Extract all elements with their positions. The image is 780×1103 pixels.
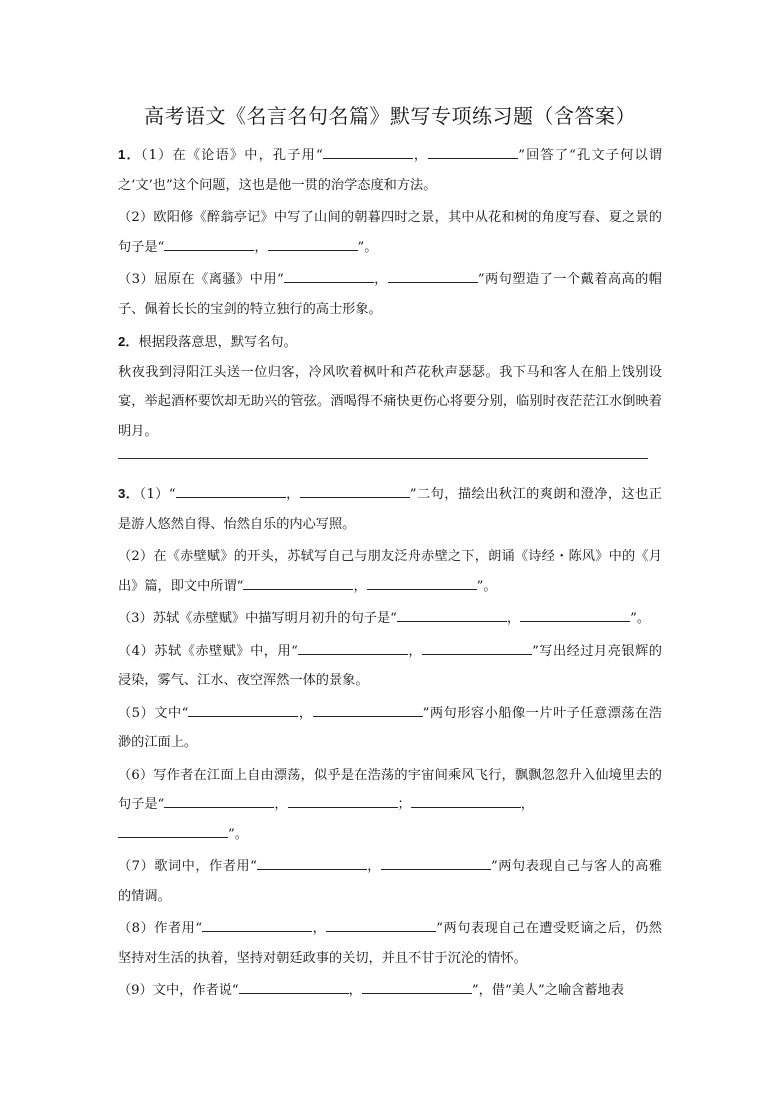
answer-blank[interactable] <box>362 981 472 994</box>
q2-answer-line[interactable] <box>118 458 648 459</box>
separator: ， <box>254 239 268 255</box>
q3-part9 <box>118 976 662 1006</box>
separator: ， <box>366 859 381 874</box>
separator: ； <box>397 797 411 812</box>
answer-blank[interactable] <box>164 238 254 251</box>
q3-part5-text: （5）文中“ <box>118 705 189 721</box>
separator: ， <box>348 983 362 998</box>
q3-part4-text: （4）苏轼《赤壁赋》中，用“ <box>118 643 298 659</box>
answer-blank[interactable] <box>164 795 274 808</box>
answer-blank[interactable] <box>118 825 228 838</box>
answer-blank[interactable] <box>298 642 408 655</box>
page-title: 高考语文《名言名句名篇》默写专项练习题（含答案） <box>144 104 636 128</box>
answer-blank[interactable] <box>300 485 410 498</box>
separator: ， <box>373 272 388 287</box>
q1-part1-text: （1）在《论语》中，孔子用“ <box>140 148 323 163</box>
answer-blank[interactable] <box>397 609 507 622</box>
answer-blank[interactable] <box>323 146 413 159</box>
answer-blank[interactable] <box>202 919 312 932</box>
q1-part1 <box>118 140 662 200</box>
q3-part1 <box>118 479 662 539</box>
q3-part9-text-end: ”，借“美人”之喻含蓄地表 <box>471 983 624 998</box>
q3-part5-text-end: ”两句形容小船像一片叶子任意漂荡在浩渺的江面上。 <box>118 705 662 750</box>
separator: ， <box>412 148 429 163</box>
answer-blank[interactable] <box>176 485 286 498</box>
q1-part3 <box>118 265 662 324</box>
answer-blank[interactable] <box>288 795 398 808</box>
q3-part6-text-end: ”。 <box>228 826 248 842</box>
q3-part2-text: （2）在《赤壁赋》的开头，苏轼写自己与朋友泛舟赤壁之下，朗诵《诗经・陈风》中的《月出》篇，即文中所谓“ <box>118 549 662 594</box>
separator: ， <box>285 487 300 502</box>
q3-number: 3． <box>118 486 140 501</box>
q3-part8 <box>118 914 662 973</box>
q2-prompt <box>118 327 662 358</box>
q3-part7-text: （7）歌词中，作者用“ <box>118 859 257 874</box>
q1-part1-text-end: ”回答了“孔文子何以谓之‘文’也”这个问题，这也是他一贯的治学态度和方法。 <box>118 148 663 193</box>
answer-blank[interactable] <box>367 577 477 590</box>
q3-part8-text-end: ”两句表现自己在遭受贬谪之后，仍然坚持对生活的执着，坚持对朝廷政事的关切，并且不甘于沉沦的情怀。 <box>118 921 662 966</box>
q3-part4-text-end: ”写出经过月亮银辉的浸染，雾气、江水、夜空浑然一体的景象。 <box>118 643 662 688</box>
separator: ， <box>407 643 423 659</box>
separator: ， <box>353 578 367 594</box>
q1-part3-text: （3）屈原在《离骚》中用“ <box>118 272 284 287</box>
answer-blank[interactable] <box>257 857 367 870</box>
answer-blank[interactable] <box>326 919 436 932</box>
q1-part2-text-end: ”。 <box>357 239 378 255</box>
q3-part7-text-end: ”两句表现自己与客人的高雅的情调。 <box>118 859 662 904</box>
answer-blank[interactable] <box>188 704 298 717</box>
q3-part3 <box>118 604 662 634</box>
separator: ， <box>298 705 313 721</box>
q3-part1-text-end: ”二句，描绘出秋江的爽朗和澄净，这也正是游人悠然自得、怡然自乐的内心写照。 <box>118 487 662 532</box>
q3-part2 <box>118 542 662 601</box>
answer-blank[interactable] <box>381 857 491 870</box>
q3-part3-text: （3）苏轼《赤壁赋》中描写明月初升的句子是“ <box>118 611 397 626</box>
answer-blank[interactable] <box>268 238 358 251</box>
separator: ， <box>506 611 521 626</box>
q3-part9-text: （9）文中，作者说“ <box>118 983 239 998</box>
q3-part6 <box>118 761 662 850</box>
q3-part2-text-end: ”。 <box>476 578 497 594</box>
q1-part2 <box>118 203 662 262</box>
separator: ， <box>520 797 534 812</box>
question-content <box>118 140 662 1006</box>
answer-blank[interactable] <box>520 609 630 622</box>
answer-blank[interactable] <box>422 642 532 655</box>
q1-part3-text-end: ”两句塑造了一个戴着高高的帽子、佩着长长的宝剑的特立独行的高士形象。 <box>118 272 662 317</box>
answer-blank[interactable] <box>239 981 349 994</box>
q2-prompt-text: 根据段落意思，默写名句。 <box>138 335 297 350</box>
q3-part7 <box>118 852 662 911</box>
q3-part5 <box>118 699 662 758</box>
q1-part2-text: （2）欧阳修《醉翁亭记》中写了山间的朝暮四时之景，其中从花和树的角度写春、夏之景的句子是“ <box>118 210 662 255</box>
q1-number: 1． <box>118 147 141 162</box>
q3-part4 <box>118 637 662 696</box>
separator: ， <box>312 921 327 936</box>
answer-blank[interactable] <box>243 577 353 590</box>
q3-part8-text: （8）作者用“ <box>118 921 203 936</box>
q3-part1-text: （1）“ <box>139 487 176 502</box>
answer-blank[interactable] <box>411 795 521 808</box>
answer-blank[interactable] <box>313 704 423 717</box>
q3-part6-text: （6）写作者在江面上自由漂荡，似乎是在浩荡的宇宙间乘风飞行，飘飘忽忽升入仙境里去的句子是“ <box>118 767 662 812</box>
q2-number: 2． <box>118 334 139 349</box>
answer-blank[interactable] <box>284 270 374 283</box>
q3-part3-text-end: ”。 <box>630 611 651 626</box>
q2-passage: 秋夜我到浔阳江头送一位归客，冷风吹着枫叶和芦花秋声瑟瑟。我下马和客人在船上饯别设宴，举起酒杯要饮却无助兴的管弦。酒喝得不痛快更伤心将要分别，临别时夜茫茫江水倒映着明月。 <box>118 364 662 439</box>
separator: ， <box>274 797 288 812</box>
answer-blank[interactable] <box>428 146 518 159</box>
answer-blank[interactable] <box>388 270 478 283</box>
